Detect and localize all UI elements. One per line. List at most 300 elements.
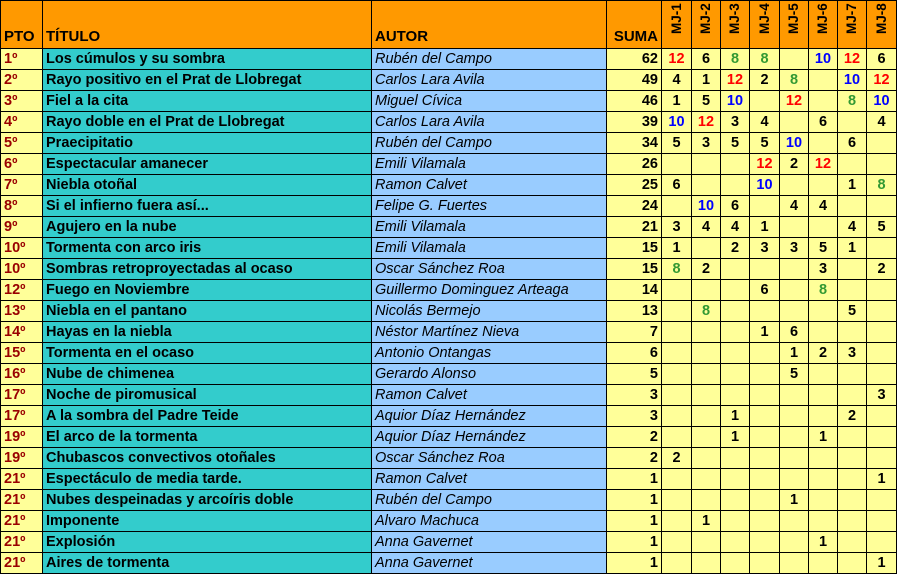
sum-cell: 13 bbox=[607, 301, 662, 322]
vote-cell: 1 bbox=[867, 553, 897, 574]
sum-cell: 62 bbox=[607, 49, 662, 70]
title-cell: Los cúmulos y su sombra bbox=[43, 49, 372, 70]
vote-cell: 1 bbox=[662, 91, 692, 112]
vote-cell: 1 bbox=[750, 217, 780, 238]
title-cell: Noche de piromusical bbox=[43, 385, 372, 406]
position-cell: 10º bbox=[1, 238, 43, 259]
author-cell: Anna Gavernet bbox=[372, 553, 607, 574]
table-row bbox=[1, 91, 897, 112]
vote-cell bbox=[838, 490, 867, 511]
vote-cell bbox=[692, 364, 721, 385]
sum-cell: 6 bbox=[607, 343, 662, 364]
vote-cell bbox=[692, 448, 721, 469]
vote-cell bbox=[662, 364, 692, 385]
position-cell: 10º bbox=[1, 259, 43, 280]
vote-cell bbox=[867, 133, 897, 154]
vote-cell: 3 bbox=[809, 259, 838, 280]
vote-cell: 6 bbox=[721, 196, 750, 217]
vote-cell bbox=[809, 364, 838, 385]
title-cell: Rayo doble en el Prat de Llobregat bbox=[43, 112, 372, 133]
vote-cell bbox=[721, 280, 750, 301]
vote-cell: 12 bbox=[721, 70, 750, 91]
sum-cell: 15 bbox=[607, 238, 662, 259]
vote-cell bbox=[721, 364, 750, 385]
vote-cell bbox=[867, 406, 897, 427]
vote-cell bbox=[750, 490, 780, 511]
author-cell: Guillermo Dominguez Arteaga bbox=[372, 280, 607, 301]
vote-cell bbox=[721, 154, 750, 175]
vote-cell bbox=[838, 553, 867, 574]
vote-cell: 10 bbox=[780, 133, 809, 154]
vote-cell bbox=[780, 112, 809, 133]
vote-cell: 6 bbox=[692, 49, 721, 70]
vote-cell: 6 bbox=[780, 322, 809, 343]
author-cell: Gerardo Alonso bbox=[372, 364, 607, 385]
author-cell: Rubén del Campo bbox=[372, 133, 607, 154]
table-row bbox=[1, 532, 897, 553]
vote-cell: 1 bbox=[809, 532, 838, 553]
vote-cell: 4 bbox=[721, 217, 750, 238]
author-cell: Ramon Calvet bbox=[372, 175, 607, 196]
vote-cell bbox=[692, 553, 721, 574]
vote-cell: 12 bbox=[838, 49, 867, 70]
vote-cell bbox=[662, 154, 692, 175]
vote-cell bbox=[750, 406, 780, 427]
vote-cell bbox=[780, 385, 809, 406]
table-row bbox=[1, 301, 897, 322]
sum-cell: 39 bbox=[607, 112, 662, 133]
position-cell: 12º bbox=[1, 280, 43, 301]
vote-cell bbox=[809, 301, 838, 322]
vote-cell: 6 bbox=[662, 175, 692, 196]
title-cell: Niebla otoñal bbox=[43, 175, 372, 196]
vote-cell bbox=[721, 469, 750, 490]
sum-cell: 14 bbox=[607, 280, 662, 301]
vote-cell bbox=[838, 196, 867, 217]
vote-cell bbox=[809, 175, 838, 196]
vote-cell: 1 bbox=[721, 427, 750, 448]
vote-cell bbox=[692, 322, 721, 343]
judge-label: MJ-8 bbox=[873, 3, 889, 34]
vote-cell bbox=[692, 154, 721, 175]
header-author: AUTOR bbox=[372, 1, 607, 49]
vote-cell: 3 bbox=[838, 343, 867, 364]
position-cell: 15º bbox=[1, 343, 43, 364]
title-cell: Sombras retroproyectadas al ocaso bbox=[43, 259, 372, 280]
header-sum: SUMA bbox=[607, 1, 662, 49]
sum-cell: 1 bbox=[607, 511, 662, 532]
author-cell: Anna Gavernet bbox=[372, 532, 607, 553]
title-cell: Explosión bbox=[43, 532, 372, 553]
vote-cell bbox=[721, 553, 750, 574]
table-row bbox=[1, 469, 897, 490]
title-cell: Niebla en el pantano bbox=[43, 301, 372, 322]
table-row bbox=[1, 385, 897, 406]
vote-cell bbox=[780, 217, 809, 238]
vote-cell bbox=[721, 322, 750, 343]
header-judge bbox=[867, 1, 897, 49]
table-row bbox=[1, 448, 897, 469]
position-cell: 21º bbox=[1, 532, 43, 553]
position-cell: 9º bbox=[1, 217, 43, 238]
table-row bbox=[1, 217, 897, 238]
vote-cell bbox=[750, 553, 780, 574]
vote-cell: 4 bbox=[662, 70, 692, 91]
vote-cell bbox=[809, 91, 838, 112]
author-cell: Emili Vilamala bbox=[372, 238, 607, 259]
vote-cell bbox=[750, 196, 780, 217]
title-cell: A la sombra del Padre Teide bbox=[43, 406, 372, 427]
sum-cell: 1 bbox=[607, 553, 662, 574]
table-row bbox=[1, 154, 897, 175]
vote-cell bbox=[662, 490, 692, 511]
position-cell: 6º bbox=[1, 154, 43, 175]
sum-cell: 24 bbox=[607, 196, 662, 217]
vote-cell bbox=[780, 469, 809, 490]
vote-cell bbox=[780, 49, 809, 70]
vote-cell bbox=[838, 469, 867, 490]
vote-cell bbox=[780, 532, 809, 553]
vote-cell bbox=[838, 364, 867, 385]
vote-cell: 10 bbox=[662, 112, 692, 133]
vote-cell bbox=[721, 448, 750, 469]
author-cell: Néstor Martínez Nieva bbox=[372, 322, 607, 343]
vote-cell: 2 bbox=[721, 238, 750, 259]
vote-cell: 3 bbox=[721, 112, 750, 133]
vote-cell: 8 bbox=[662, 259, 692, 280]
vote-cell: 4 bbox=[867, 112, 897, 133]
vote-cell: 8 bbox=[750, 49, 780, 70]
vote-cell: 2 bbox=[809, 343, 838, 364]
vote-cell: 12 bbox=[750, 154, 780, 175]
vote-cell bbox=[809, 469, 838, 490]
sum-cell: 26 bbox=[607, 154, 662, 175]
sum-cell: 46 bbox=[607, 91, 662, 112]
position-cell: 19º bbox=[1, 448, 43, 469]
vote-cell bbox=[721, 385, 750, 406]
vote-cell bbox=[721, 175, 750, 196]
vote-cell bbox=[692, 385, 721, 406]
table-row bbox=[1, 406, 897, 427]
author-cell: Felipe G. Fuertes bbox=[372, 196, 607, 217]
vote-cell: 8 bbox=[838, 91, 867, 112]
vote-cell: 1 bbox=[780, 490, 809, 511]
judge-label: MJ-7 bbox=[844, 3, 859, 34]
author-cell: Aquior Díaz Hernández bbox=[372, 406, 607, 427]
vote-cell: 1 bbox=[780, 343, 809, 364]
table-row bbox=[1, 112, 897, 133]
author-cell: Aquior Díaz Hernández bbox=[372, 427, 607, 448]
vote-cell: 12 bbox=[692, 112, 721, 133]
vote-cell: 1 bbox=[750, 322, 780, 343]
vote-cell bbox=[867, 511, 897, 532]
title-cell: Chubascos convectivos otoñales bbox=[43, 448, 372, 469]
vote-cell bbox=[780, 259, 809, 280]
title-cell: Aires de tormenta bbox=[43, 553, 372, 574]
author-cell: Ramon Calvet bbox=[372, 385, 607, 406]
vote-cell: 3 bbox=[662, 217, 692, 238]
vote-cell bbox=[780, 511, 809, 532]
vote-cell bbox=[867, 490, 897, 511]
header-judge bbox=[780, 1, 809, 49]
vote-cell bbox=[692, 469, 721, 490]
vote-cell: 8 bbox=[780, 70, 809, 91]
author-cell: Emili Vilamala bbox=[372, 154, 607, 175]
author-cell: Carlos Lara Avila bbox=[372, 112, 607, 133]
vote-cell bbox=[780, 280, 809, 301]
title-cell: Espectacular amanecer bbox=[43, 154, 372, 175]
vote-cell bbox=[867, 343, 897, 364]
vote-cell: 4 bbox=[750, 112, 780, 133]
position-cell: 17º bbox=[1, 406, 43, 427]
vote-cell bbox=[662, 385, 692, 406]
vote-cell: 6 bbox=[838, 133, 867, 154]
header-judge bbox=[750, 1, 780, 49]
header-judge bbox=[809, 1, 838, 49]
vote-cell: 2 bbox=[750, 70, 780, 91]
title-cell: Tormenta con arco iris bbox=[43, 238, 372, 259]
author-cell: Alvaro Machuca bbox=[372, 511, 607, 532]
vote-cell: 10 bbox=[809, 49, 838, 70]
position-cell: 5º bbox=[1, 133, 43, 154]
vote-cell bbox=[721, 259, 750, 280]
vote-cell: 1 bbox=[838, 175, 867, 196]
vote-cell: 5 bbox=[867, 217, 897, 238]
title-cell: Rayo positivo en el Prat de Llobregat bbox=[43, 70, 372, 91]
title-cell: El arco de la tormenta bbox=[43, 427, 372, 448]
header-judge bbox=[721, 1, 750, 49]
judge-label: MJ-4 bbox=[756, 3, 772, 34]
title-cell: Nube de chimenea bbox=[43, 364, 372, 385]
vote-cell bbox=[662, 406, 692, 427]
vote-cell bbox=[838, 154, 867, 175]
judge-label: MJ-3 bbox=[727, 3, 742, 34]
position-cell: 16º bbox=[1, 364, 43, 385]
vote-cell bbox=[780, 406, 809, 427]
vote-cell: 5 bbox=[721, 133, 750, 154]
vote-cell bbox=[809, 511, 838, 532]
vote-cell: 1 bbox=[838, 238, 867, 259]
position-cell: 7º bbox=[1, 175, 43, 196]
vote-cell: 8 bbox=[721, 49, 750, 70]
title-cell: Nubes despeinadas y arcoíris doble bbox=[43, 490, 372, 511]
vote-cell: 1 bbox=[867, 469, 897, 490]
vote-cell bbox=[809, 322, 838, 343]
vote-cell bbox=[867, 154, 897, 175]
vote-cell: 8 bbox=[809, 280, 838, 301]
vote-cell: 3 bbox=[780, 238, 809, 259]
vote-cell: 6 bbox=[867, 49, 897, 70]
title-cell: Fiel a la cita bbox=[43, 91, 372, 112]
author-cell: Emili Vilamala bbox=[372, 217, 607, 238]
vote-cell bbox=[721, 511, 750, 532]
vote-cell bbox=[809, 70, 838, 91]
vote-cell bbox=[750, 364, 780, 385]
judge-label: MJ-6 bbox=[815, 3, 830, 34]
vote-cell bbox=[838, 322, 867, 343]
position-cell: 2º bbox=[1, 70, 43, 91]
vote-cell bbox=[867, 196, 897, 217]
table-row bbox=[1, 70, 897, 91]
table-row bbox=[1, 427, 897, 448]
author-cell: Carlos Lara Avila bbox=[372, 70, 607, 91]
vote-cell: 1 bbox=[809, 427, 838, 448]
author-cell: Ramon Calvet bbox=[372, 469, 607, 490]
judge-label: MJ-5 bbox=[786, 3, 801, 34]
vote-cell bbox=[750, 301, 780, 322]
vote-cell: 1 bbox=[721, 406, 750, 427]
table-row bbox=[1, 511, 897, 532]
vote-cell: 4 bbox=[809, 196, 838, 217]
position-cell: 21º bbox=[1, 553, 43, 574]
judge-label: MJ-2 bbox=[698, 3, 713, 34]
vote-cell bbox=[867, 532, 897, 553]
sum-cell: 2 bbox=[607, 427, 662, 448]
vote-cell bbox=[662, 511, 692, 532]
sum-cell: 3 bbox=[607, 385, 662, 406]
vote-cell: 5 bbox=[809, 238, 838, 259]
table-body bbox=[1, 49, 897, 574]
sum-cell: 5 bbox=[607, 364, 662, 385]
vote-cell bbox=[662, 532, 692, 553]
vote-cell: 10 bbox=[867, 91, 897, 112]
header-judge bbox=[838, 1, 867, 49]
vote-cell bbox=[662, 553, 692, 574]
position-cell: 4º bbox=[1, 112, 43, 133]
vote-cell: 10 bbox=[692, 196, 721, 217]
author-cell: Nicolás Bermejo bbox=[372, 301, 607, 322]
vote-cell bbox=[867, 427, 897, 448]
vote-cell bbox=[692, 406, 721, 427]
vote-cell bbox=[750, 511, 780, 532]
vote-cell bbox=[838, 259, 867, 280]
author-cell: Antonio Ontangas bbox=[372, 343, 607, 364]
vote-cell bbox=[867, 448, 897, 469]
header-row bbox=[1, 1, 897, 49]
vote-cell: 3 bbox=[750, 238, 780, 259]
vote-cell bbox=[838, 448, 867, 469]
vote-cell bbox=[838, 532, 867, 553]
title-cell: Tormenta en el ocaso bbox=[43, 343, 372, 364]
table-row bbox=[1, 280, 897, 301]
sum-cell: 1 bbox=[607, 532, 662, 553]
vote-cell bbox=[867, 322, 897, 343]
vote-cell bbox=[662, 343, 692, 364]
vote-cell: 3 bbox=[867, 385, 897, 406]
table-row bbox=[1, 343, 897, 364]
vote-cell: 2 bbox=[692, 259, 721, 280]
vote-cell: 5 bbox=[692, 91, 721, 112]
vote-cell bbox=[809, 448, 838, 469]
vote-cell bbox=[721, 490, 750, 511]
position-cell: 13º bbox=[1, 301, 43, 322]
vote-cell bbox=[692, 490, 721, 511]
vote-cell bbox=[662, 322, 692, 343]
position-cell: 1º bbox=[1, 49, 43, 70]
vote-cell bbox=[721, 532, 750, 553]
sum-cell: 1 bbox=[607, 490, 662, 511]
header-position: PTO bbox=[1, 1, 43, 49]
vote-cell bbox=[750, 385, 780, 406]
position-cell: 21º bbox=[1, 469, 43, 490]
sum-cell: 25 bbox=[607, 175, 662, 196]
table-row bbox=[1, 238, 897, 259]
vote-cell bbox=[809, 406, 838, 427]
vote-cell bbox=[750, 469, 780, 490]
vote-cell bbox=[750, 448, 780, 469]
table-row bbox=[1, 490, 897, 511]
sum-cell: 7 bbox=[607, 322, 662, 343]
vote-cell: 5 bbox=[750, 133, 780, 154]
sum-cell: 34 bbox=[607, 133, 662, 154]
sum-cell: 3 bbox=[607, 406, 662, 427]
author-cell: Oscar Sánchez Roa bbox=[372, 259, 607, 280]
vote-cell bbox=[662, 427, 692, 448]
vote-cell bbox=[809, 553, 838, 574]
vote-cell bbox=[750, 91, 780, 112]
vote-cell: 4 bbox=[692, 217, 721, 238]
vote-cell bbox=[780, 448, 809, 469]
vote-cell: 1 bbox=[692, 70, 721, 91]
vote-cell bbox=[662, 301, 692, 322]
vote-cell bbox=[750, 259, 780, 280]
vote-cell: 12 bbox=[780, 91, 809, 112]
vote-cell bbox=[692, 280, 721, 301]
vote-cell bbox=[692, 175, 721, 196]
table-row bbox=[1, 49, 897, 70]
vote-cell: 10 bbox=[750, 175, 780, 196]
vote-cell: 6 bbox=[750, 280, 780, 301]
vote-cell: 10 bbox=[721, 91, 750, 112]
title-cell: Imponente bbox=[43, 511, 372, 532]
vote-cell: 3 bbox=[692, 133, 721, 154]
position-cell: 8º bbox=[1, 196, 43, 217]
sum-cell: 49 bbox=[607, 70, 662, 91]
vote-cell: 2 bbox=[867, 259, 897, 280]
vote-cell bbox=[692, 343, 721, 364]
vote-cell: 5 bbox=[662, 133, 692, 154]
vote-cell bbox=[809, 490, 838, 511]
vote-cell: 12 bbox=[867, 70, 897, 91]
vote-cell: 1 bbox=[662, 238, 692, 259]
vote-cell bbox=[662, 196, 692, 217]
vote-cell bbox=[721, 301, 750, 322]
vote-cell bbox=[867, 238, 897, 259]
vote-cell: 12 bbox=[662, 49, 692, 70]
title-cell: Agujero en la nube bbox=[43, 217, 372, 238]
vote-cell bbox=[692, 238, 721, 259]
sum-cell: 1 bbox=[607, 469, 662, 490]
title-cell: Praecipitatio bbox=[43, 133, 372, 154]
vote-cell bbox=[838, 112, 867, 133]
vote-cell: 2 bbox=[780, 154, 809, 175]
author-cell: Rubén del Campo bbox=[372, 490, 607, 511]
title-cell: Hayas en la niebla bbox=[43, 322, 372, 343]
vote-cell bbox=[838, 280, 867, 301]
vote-cell bbox=[780, 301, 809, 322]
vote-cell bbox=[750, 343, 780, 364]
position-cell: 19º bbox=[1, 427, 43, 448]
vote-cell: 2 bbox=[838, 406, 867, 427]
vote-cell: 8 bbox=[692, 301, 721, 322]
vote-cell bbox=[662, 280, 692, 301]
vote-cell: 4 bbox=[780, 196, 809, 217]
header-judge bbox=[692, 1, 721, 49]
position-cell: 21º bbox=[1, 490, 43, 511]
vote-cell bbox=[838, 385, 867, 406]
header-title: TÍTULO bbox=[43, 1, 372, 49]
vote-cell bbox=[780, 175, 809, 196]
